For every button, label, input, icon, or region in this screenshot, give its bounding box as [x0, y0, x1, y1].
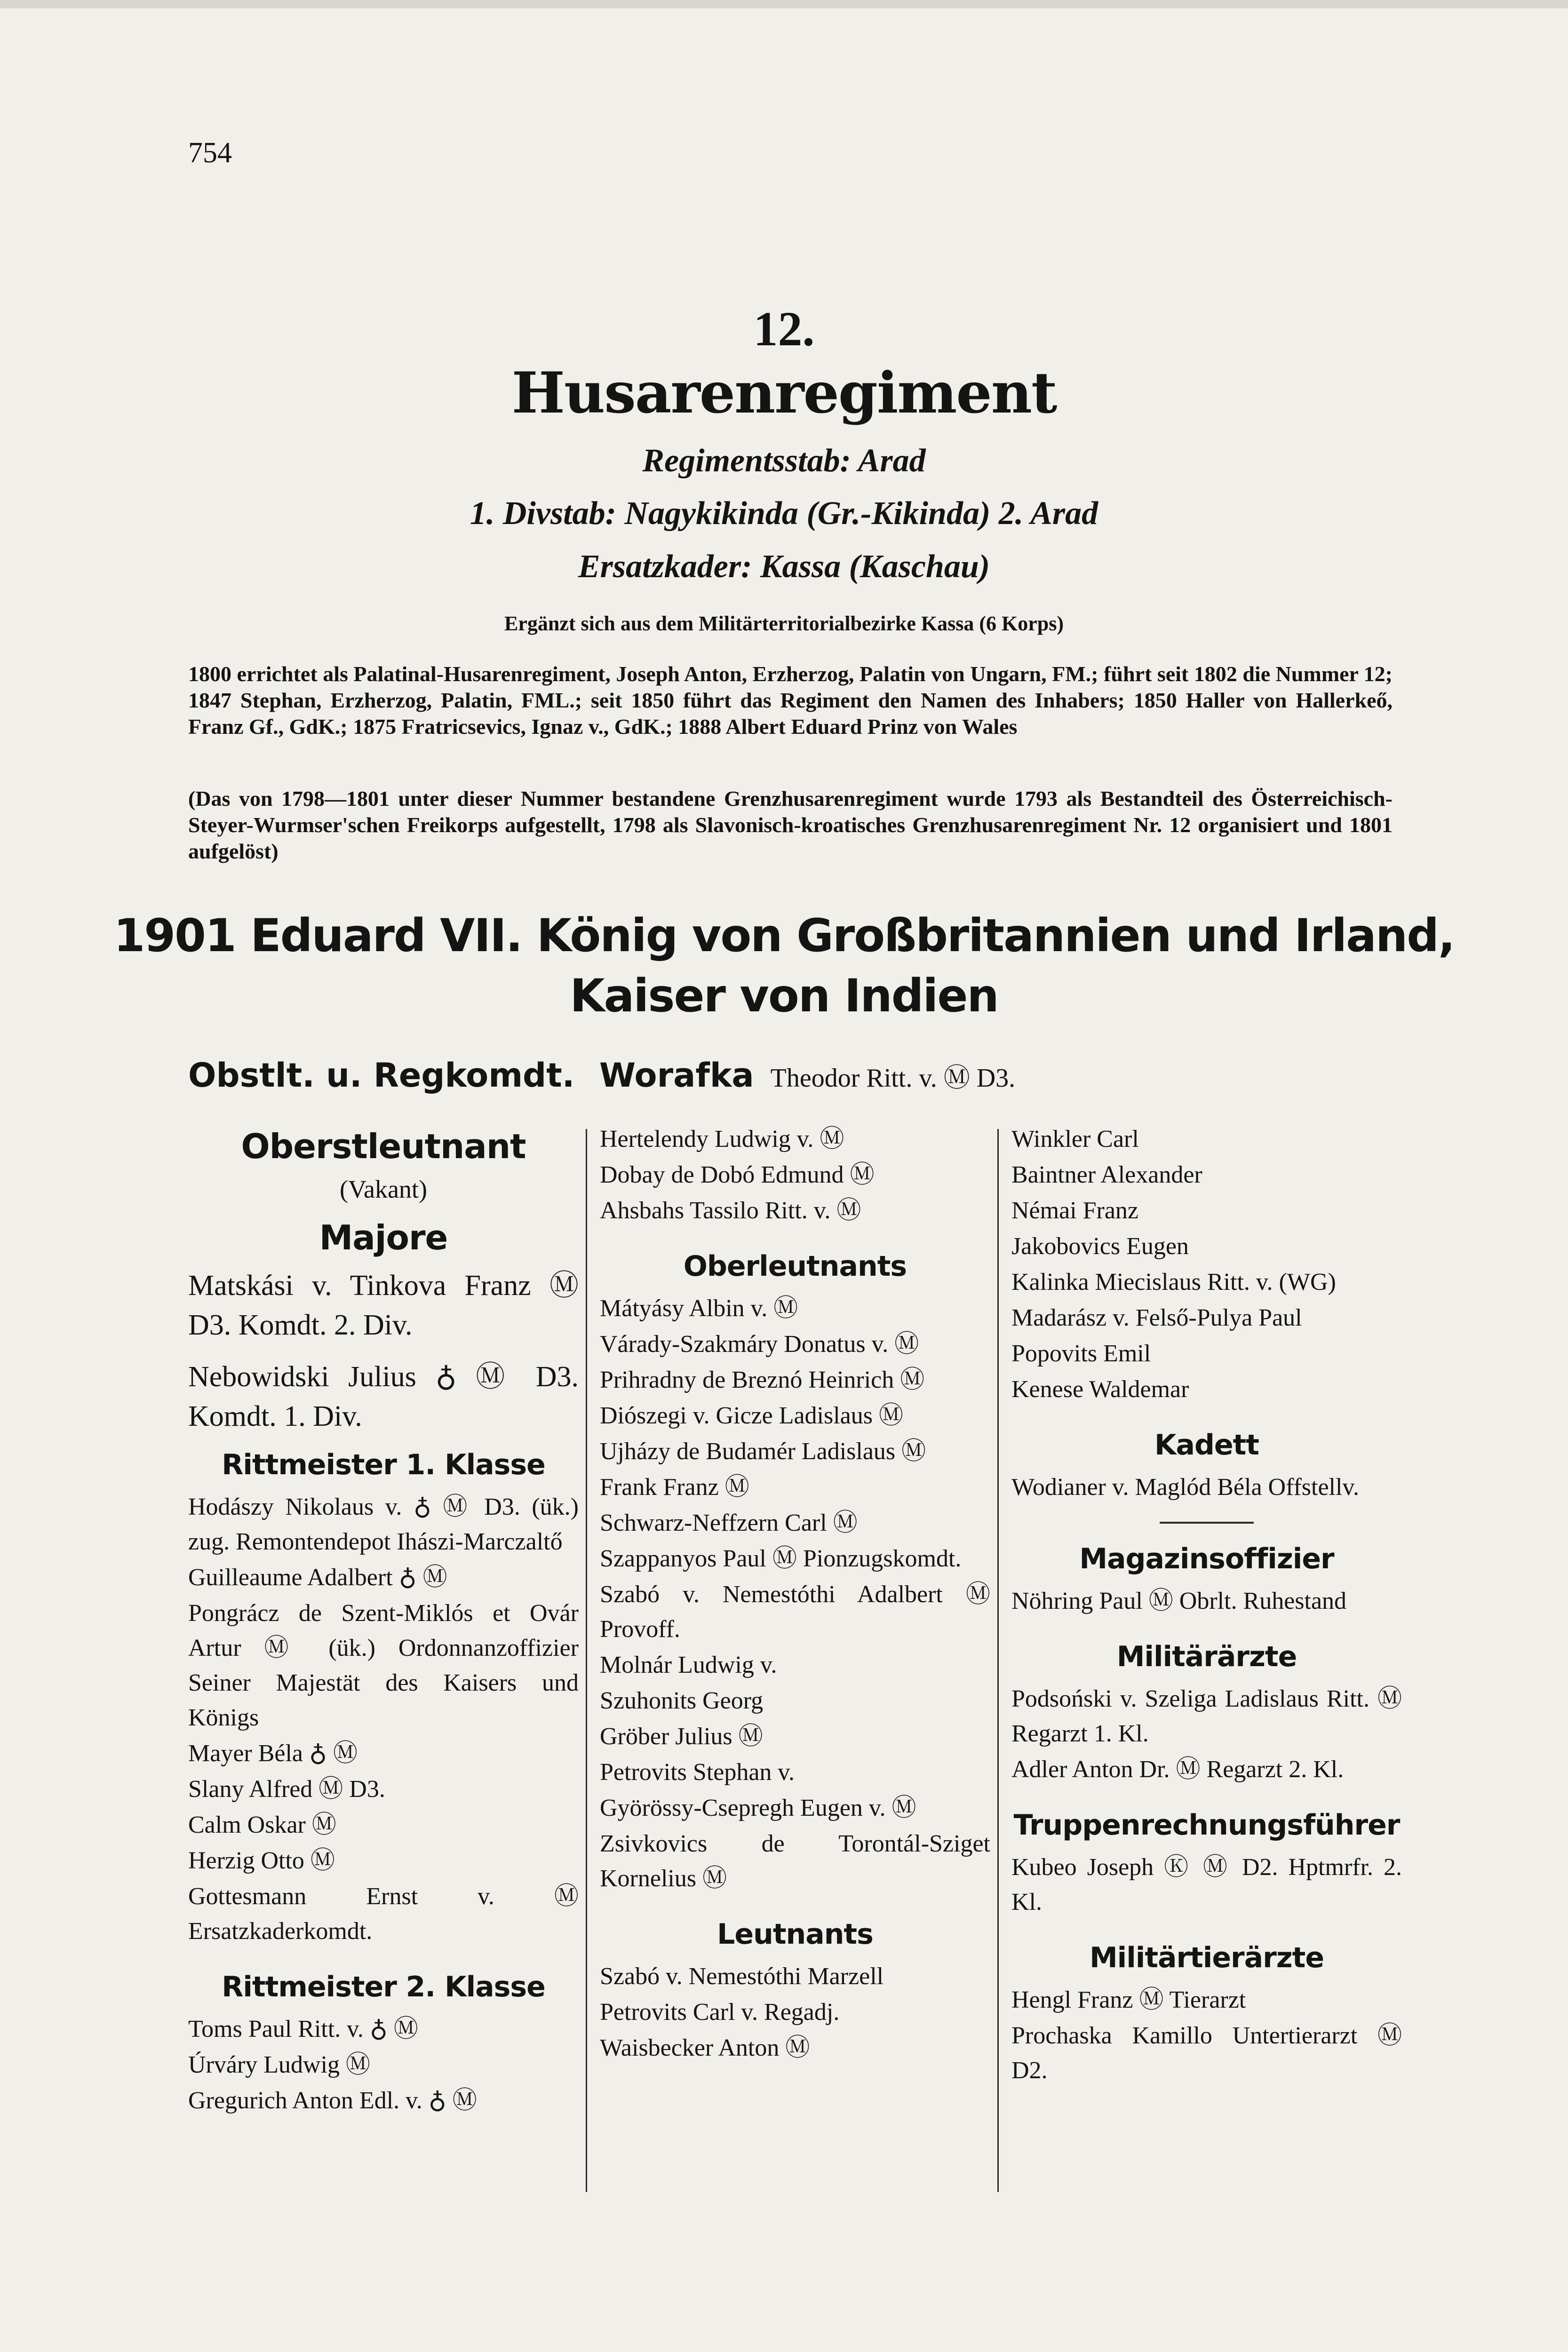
list-item: Pongrácz de Szent-Miklós et Ovár Artur Ⓜ (ük.) Ordonnanzoffizier Seiner Majestät des Kaisers und Königs	[188, 1600, 579, 1731]
history-paragraph: 1800 errichtet als Palatinal-Husarenregiment, Joseph Anton, Erzherzog, Palatin von Ungarn, FM.; führt seit 1802 die Nummer 12; 1847 Stephan, Erzherzog, Palatin, FML.; seit 1850 führt das Regiment den Namen des Inhabers; 1850 Haller von Hallerkeő, Franz Gf., GdK.; 1875 Fratricsevics, Ignaz v., GdK.; 1888 Albert Eduard Prinz von Wales	[188, 662, 1393, 739]
section-heading-truppenrechnungsfuehrer: Truppenrechnungsführer	[1013, 1809, 1400, 1842]
list-item: Szappanyos Paul Ⓜ Pionzugskomdt.	[600, 1545, 962, 1572]
list-item: Winkler Carl	[1011, 1126, 1139, 1152]
commander-details: Theodor Ritt. v. Ⓜ D3.	[770, 1064, 1016, 1093]
section-heading-rittmeister-2: Rittmeister 2. Klasse	[222, 1971, 545, 2003]
section-heading-kadett: Kadett	[1154, 1429, 1259, 1462]
commander-label: Obstlt. u. Regkomdt.	[188, 1056, 575, 1095]
recruitment-district: Ergänzt sich aus dem Militärterritorialbezirke Kassa (6 Korps)	[504, 612, 1064, 635]
list-item: Diószegi v. Gicze Ladislaus Ⓜ	[600, 1402, 903, 1429]
regiment-title: Husarenregiment	[511, 360, 1057, 426]
regiment-number: 12.	[753, 302, 815, 356]
section-heading-leutnants: Leutnants	[717, 1918, 873, 1951]
commander-name: Worafka	[599, 1056, 754, 1095]
list-item: Schwarz-Neffzern Carl Ⓜ	[600, 1510, 858, 1536]
page-number: 754	[188, 137, 232, 169]
list-item: Petrovits Stephan v.	[600, 1759, 795, 1786]
list-item: Dobay de Dobó Edmund Ⓜ	[600, 1161, 875, 1188]
list-item: Szabó v. Nemestóthi Marzell	[600, 1963, 884, 1990]
section-heading-majore: Majore	[319, 1218, 448, 1257]
list-item: Wodianer v. Maglód Béla Offstellv.	[1011, 1474, 1360, 1501]
list-item: Ahsbahs Tassilo Ritt. v. Ⓜ	[600, 1197, 861, 1224]
separator-rule	[1160, 1522, 1254, 1524]
column-1	[188, 1122, 579, 2119]
list-item: Várady-Szakmáry Donatus v. Ⓜ	[600, 1331, 919, 1358]
list-item: Madarász v. Felső-Pulya Paul	[1011, 1304, 1302, 1331]
section-heading-militaertieraerzte: Militärtierärzte	[1089, 1941, 1324, 1974]
list-item: Zsivkovics de Torontál-Sziget Kornelius Ⓜ	[600, 1830, 990, 1892]
list-item: Szabó v. Nemestóthi Adalbert Ⓜ Provoff.	[600, 1581, 990, 1643]
list-item: Prochaska Kamillo Untertierarzt Ⓜ D2.	[1011, 2022, 1402, 2084]
section-heading-magazinsoffizier: Magazinsoffizier	[1079, 1542, 1334, 1575]
regiment-staff: Regimentsstab: Arad	[642, 443, 926, 479]
list-item: Nebowidski Julius ♁ Ⓜ D3. Komdt. 1. Div.	[188, 1361, 579, 1432]
column-divider	[586, 1129, 587, 2192]
division-staffs: 1. Divstab: Nagykikinda (Gr.-Kikinda) 2. Arad	[470, 495, 1098, 532]
column-divider	[997, 1129, 999, 2192]
list-item: Gottesmann Ernst v. Ⓜ Ersatzkaderkomdt.	[188, 1883, 579, 1945]
ersatz-cadre: Ersatzkader: Kassa (Kaschau)	[578, 548, 990, 585]
patron-heading	[0, 906, 1568, 1026]
section-heading-oberstleutnant: Oberstleutnant	[241, 1127, 526, 1166]
list-item: Slany Alfred Ⓜ D3.	[188, 1776, 385, 1803]
list-item: Petrovits Carl v. Regadj.	[600, 1999, 840, 2026]
list-item: Adler Anton Dr. Ⓜ Regarzt 2. Kl.	[1011, 1756, 1344, 1783]
list-item: Hengl Franz Ⓜ Tierarzt	[1011, 1986, 1246, 2013]
list-item: Mayer Béla ♁ Ⓜ	[188, 1740, 358, 1767]
column-2	[600, 1122, 990, 2066]
list-item: Gröber Julius Ⓜ	[600, 1723, 763, 1750]
list-item: Prihradny de Breznó Heinrich Ⓜ	[600, 1367, 925, 1393]
list-item: Kalinka Miecislaus Ritt. v. (WG)	[1011, 1269, 1336, 1295]
list-item: Némai Franz	[1011, 1197, 1139, 1224]
vacant-note: (Vakant)	[340, 1175, 427, 1203]
list-item: Calm Oskar Ⓜ	[188, 1812, 336, 1838]
section-heading-militaeraerzte: Militärärzte	[1116, 1640, 1297, 1673]
list-item: Baintner Alexander	[1011, 1161, 1202, 1188]
list-item: Szuhonits Georg	[600, 1687, 764, 1714]
list-item: Molnár Ludwig v.	[600, 1652, 777, 1678]
regiment-commander	[188, 1056, 1015, 1095]
list-item: Toms Paul Ritt. v. ♁ Ⓜ	[188, 2016, 418, 2042]
scan-edge	[0, 0, 1568, 8]
list-item: Podsoński v. Szeliga Ladislaus Ritt. Ⓜ Regarzt 1. Kl.	[1011, 1685, 1402, 1747]
list-item: Guilleaume Adalbert ♁ Ⓜ	[188, 1564, 447, 1591]
section-heading-oberleutnants: Oberleutnants	[683, 1250, 907, 1283]
list-item: Györössy-Csepregh Eugen v. Ⓜ	[600, 1795, 916, 1821]
list-item: Popovits Emil	[1011, 1340, 1151, 1367]
list-item: Ujházy de Budamér Ladislaus Ⓜ	[600, 1438, 926, 1465]
list-item: Nöhring Paul Ⓜ Obrlt. Ruhestand	[1011, 1588, 1347, 1614]
list-item: Jakobovics Eugen	[1011, 1233, 1189, 1260]
list-item: Herzig Otto Ⓜ	[188, 1847, 335, 1874]
list-item: Hodászy Nikolaus v. ♁ Ⓜ D3. (ük.) zug. Remontendepot Ihászi-Marczaltő	[188, 1494, 579, 1555]
list-item: Matskási v. Tinkova Franz Ⓜ D3. Komdt. 2. Div.	[188, 1270, 579, 1341]
list-item: Gregurich Anton Edl. v. ♁ Ⓜ	[188, 2087, 477, 2114]
list-item: Hertelendy Ludwig v. Ⓜ	[600, 1126, 844, 1152]
column-3	[1011, 1122, 1402, 2089]
patron-line-1: 1901 Eduard VII. König von Großbritannien und Irland,	[113, 909, 1455, 962]
list-item: Kenese Waldemar	[1011, 1376, 1189, 1403]
patron-line-2: Kaiser von Indien	[570, 969, 998, 1022]
list-item: Mátyásy Albin v. Ⓜ	[600, 1295, 798, 1322]
list-item: Frank Franz Ⓜ	[600, 1474, 749, 1501]
list-item: Úrváry Ludwig Ⓜ	[188, 2051, 371, 2078]
section-heading-rittmeister-1: Rittmeister 1. Klasse	[222, 1448, 545, 1481]
list-item: Kubeo Joseph Ⓚ Ⓜ D2. Hptmrfr. 2. Kl.	[1011, 1854, 1402, 1915]
history-note: (Das von 1798—1801 unter dieser Nummer bestandene Grenzhusarenregiment wurde 1793 als Bestandteil des Österreichisch-Steyer-Wurmser'schen Freikorps aufgestellt, 1798 als Slavonisch-kroatisches Grenzhusarenregiment Nr. 12 organisiert und 1801 aufgelöst)	[188, 787, 1393, 863]
list-item: Waisbecker Anton Ⓜ	[600, 2034, 810, 2061]
